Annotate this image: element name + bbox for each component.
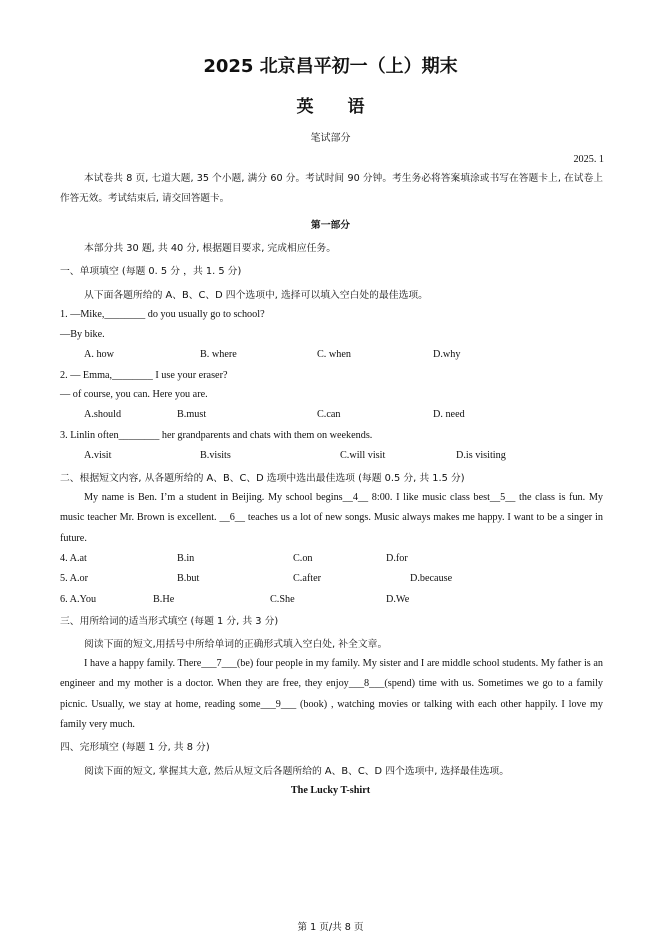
- section3-passage: I have a happy family. There___7___(be) four people in my family. My sister and I are middle school students. My father is an engineer and my mother is a doctor. When they are free, they enjoy___8___(spend) time with us. Sometimes we go to a family picnic. Usually, we stay at home, reading some___9___ (book) , watching movies or talking with each other happily. I love my family very much.: [60, 658, 603, 731]
- exam-title: 2025 北京昌平初一（上）期末: [203, 56, 458, 77]
- part-one-title: 第一部分: [310, 220, 351, 231]
- q3-option-a: A.visit: [84, 450, 112, 461]
- exam-date: 2025. 1: [573, 154, 604, 165]
- q3-option-b: B.visits: [200, 450, 231, 461]
- q4-option-c: C.on: [293, 553, 313, 564]
- section3-instruction: 阅读下面的短文,用括号中所给单词的正确形式填入空白处, 补全文章。: [84, 639, 388, 650]
- q5-option-c: C.after: [293, 573, 322, 584]
- subject-title: 英 语: [296, 97, 365, 117]
- q2-option-b: B.must: [177, 409, 207, 420]
- q2-option-d: D. need: [433, 409, 465, 420]
- q3-stem: 3. Linlin often________ her grandparents and chats with them on weekends.: [60, 430, 373, 441]
- section1-instruction: 从下面各题所给的 A、B、C、D 四个选项中, 选择可以填入空白处的最佳选项。: [84, 290, 428, 301]
- q6-option-c: C.She: [270, 594, 295, 605]
- q1-option-a: A. how: [84, 349, 114, 360]
- section3-title: 三、用所给词的适当形式填空 (每题 1 分, 共 3 分): [60, 616, 279, 627]
- section4-instruction: 阅读下面的短文, 掌握其大意, 然后从短文后各题所给的 A、B、C、D 四个选项中, 选择最佳选项。: [84, 766, 510, 777]
- q6-option-a: 6. A.You: [60, 594, 97, 605]
- q5-option-a: 5. A.or: [60, 573, 89, 584]
- part-label: 笔试部分: [310, 133, 351, 144]
- section2-passage: My name is Ben. I’m a student in Beijing. My school begins__4__ 8:00. I like music class best__5__ the class is fun. My music teacher Mr. Brown is excellent. __6__ teaches us a lot of new songs. Music always makes me happy. I want to be a singer in future.: [60, 492, 603, 544]
- q5-option-d: D.because: [410, 573, 453, 584]
- q4-option-d: D.for: [386, 553, 408, 564]
- exam-instructions: 本试卷共 8 页, 七道大题, 35 个小题, 满分 60 分。考试时间 90 分钟。考生务必将答案填涂或书写在答题卡上, 在试卷上作答无效。考试结束后, 请交回答题卡。: [60, 173, 603, 205]
- section1-title: 一、单项填空 (每题 0. 5 分 ，共 1. 5 分): [60, 266, 242, 277]
- q4-option-a: 4. A.at: [60, 553, 87, 564]
- q3-option-c: C.will visit: [340, 450, 386, 461]
- q2-option-a: A.should: [84, 409, 122, 420]
- q6-option-d: D.We: [386, 594, 410, 605]
- section4-title: 四、完形填空 (每题 1 分, 共 8 分): [60, 742, 210, 753]
- q2-stem: 2. — Emma,________ I use your eraser?: [60, 370, 228, 381]
- section2-title: 二、根据短文内容, 从各题所给的 A、B、C、D 选项中选出最佳选项 (每题 0.5 分, 共 1.5 分): [60, 473, 465, 484]
- q2-option-c: C.can: [317, 409, 341, 420]
- q3-option-d: D.is visiting: [456, 450, 506, 461]
- q6-option-b: B.He: [153, 594, 175, 605]
- q1-stem: 1. —Mike,________ do you usually go to school?: [60, 309, 265, 320]
- q5-option-b: B.but: [177, 573, 200, 584]
- q4-option-b: B.in: [177, 553, 195, 564]
- q2-reply: — of course, you can. Here you are.: [60, 389, 208, 400]
- q1-option-b: B. where: [200, 349, 237, 360]
- page-number: 第 1 页/共 8 页: [297, 922, 364, 933]
- passage-title: The Lucky T-shirt: [290, 785, 371, 796]
- q1-reply: —By bike.: [60, 329, 105, 340]
- q1-option-d: D.why: [433, 349, 461, 360]
- part-one-note: 本部分共 30 题, 共 40 分, 根据题目要求, 完成相应任务。: [84, 243, 337, 254]
- q1-option-c: C. when: [317, 349, 351, 360]
